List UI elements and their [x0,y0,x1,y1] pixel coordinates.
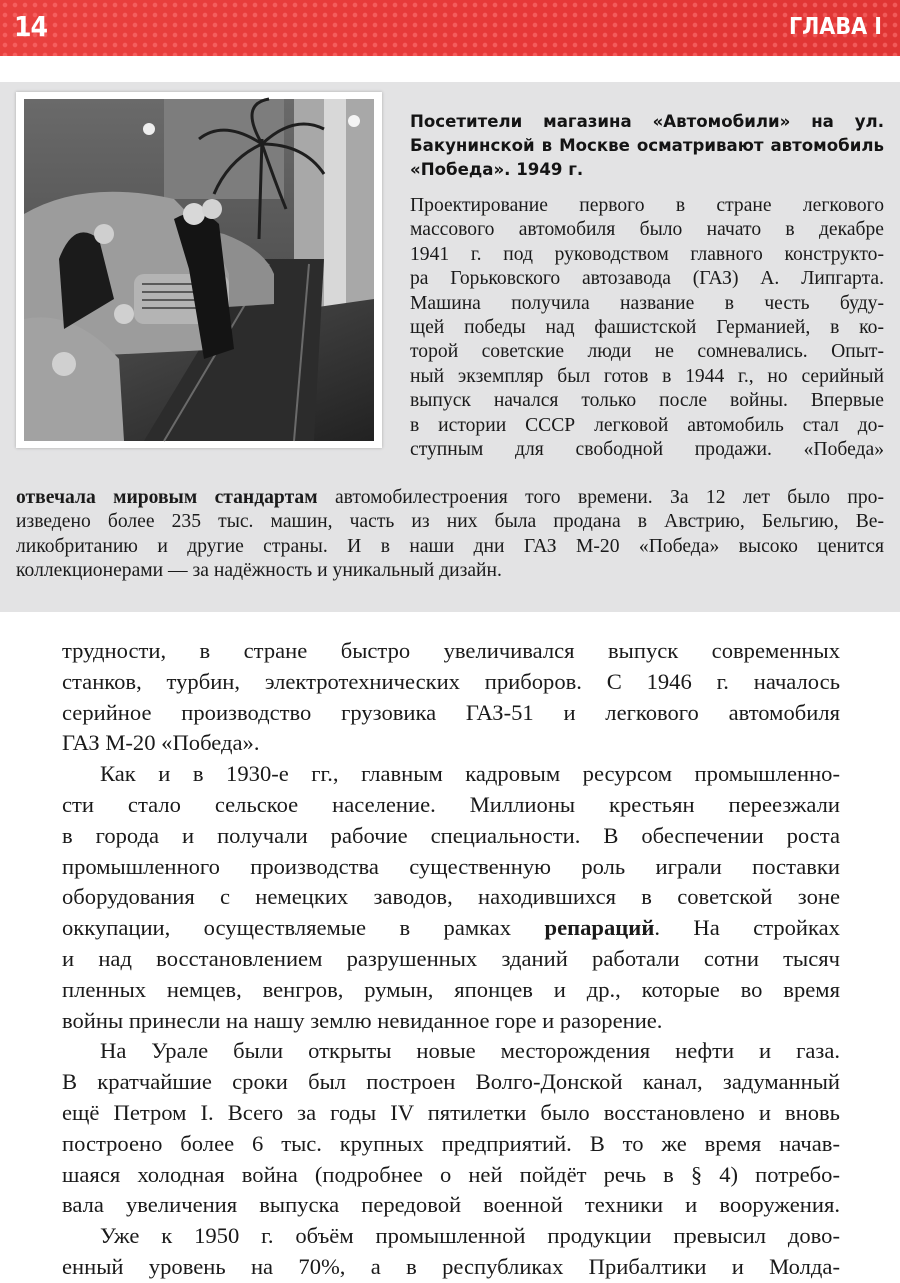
text-line: войны принесли на нашу землю невиданное горе и разорение. [62,1007,663,1033]
caption-title: Посетители магазина «Автомобили» на ул. Бакунинской в Москве осматривают автомобиль «Победа». 1949 г. [410,112,884,179]
text-line: станков, турбин, электротехнических приборов. С 1946 г. началось [62,668,840,694]
text-line: сти стало сельское население. Миллионы крестьян переезжали [62,791,840,817]
caption-line: коллекционерами — за надёжность и уникальный дизайн. [16,560,502,582]
text-line: Уже к 1950 г. объём промышленной продукции превысил дово- [100,1223,840,1249]
text-line: енный уровень на 70%, а в республиках Прибалтики и Молда- [62,1253,840,1279]
caption-line: Проектирование первого в стране легкового [410,195,884,216]
caption-line: Машина получила название в честь буду- [410,292,884,314]
text-line: оборудования с немецких заводов, находившихся в советской зоне [62,884,840,910]
black-and-white-photo-icon [24,99,374,441]
text-line: пленных немцев, венгров, румын, японцев и др., которые во время [62,976,840,1002]
page-header [0,0,900,56]
main-text [62,636,840,1283]
text-segment: . На стройках [654,915,840,941]
paragraph-3 [62,1036,840,1221]
caption-line: изведено более 235 тыс. машин, часть из них была продана в Австрию, Бельгию, Ве- [16,511,884,533]
chapter-label: ГЛАВА I [788,14,882,40]
text-line: вала увеличения выпуска передовой военной техники и вооружения. [62,1192,840,1218]
text-line: Как и в 1930-е гг., главным кадровым ресурсом промышленно- [100,761,840,787]
caption-line: ра Горьковского автозавода (ГАЗ) А. Липгарта. [410,268,884,290]
paragraph-1 [62,636,840,759]
caption-bold-phrase: отвечала мировым стандартам [16,487,318,508]
caption-continuation [16,486,884,584]
historical-photo [24,99,374,441]
text-line: серийное производство грузовика ГАЗ-51 и легкового автомобиля [62,699,840,725]
text-line: На Урале были открыты новые месторождения нефти и газа. [100,1038,840,1064]
text-line: промышленного производства существенную роль играли поставки [62,853,840,879]
caption-line: торой советские люди не сомневались. Опыт- [410,341,884,363]
page-number: 14 [14,10,48,43]
caption-line: выпуск начался только после войны. Впервые [410,390,884,412]
text-line: ГАЗ М-20 «Победа». [62,730,260,756]
caption-line: ный экземпляр был готов в 1944 г., но серийный [410,365,884,387]
text-line [62,913,840,944]
text-line: в города и получали рабочие специальности. В обеспечении роста [62,822,840,848]
caption-line: массового автомобиля было начато в декабре [410,219,884,241]
text-line: построено более 6 тыс. крупных предприятий. В то же время начав- [62,1130,840,1156]
caption-line: щей победы над фашистской Германией, в ко- [410,317,884,339]
caption-line-rest: автомобилестроения того времени. За 12 лет было про- [317,487,884,508]
caption-line [16,486,884,510]
caption-body [410,194,884,462]
term-bold: репараций [544,915,655,941]
caption-line: ступным для свободной продажи. «Победа» [410,439,884,461]
caption-line: в истории СССР легковой автомобиль стал до- [410,414,884,436]
text-line: трудности, в стране быстро увеличивался выпуск современных [62,638,840,663]
text-line: ещё Петром I. Всего за годы IV пятилетки было восстановлено и вновь [62,1099,840,1125]
text-segment: оккупации, осуществляемые в рамках [62,915,545,941]
caption-line: 1941 г. под руководством главного конструкто- [410,243,884,265]
caption-line: ликобританию и другие страны. И в наши дни ГАЗ М-20 «Победа» высоко ценится [16,535,884,557]
text-line: В кратчайшие сроки был построен Волго-Донской канал, задуманный [62,1069,840,1095]
paragraph-4 [62,1221,840,1283]
paragraph-2 [62,759,840,1036]
text-line: и над восстановлением разрушенных зданий работали сотни тысяч [62,945,840,971]
text-line: шаяся холодная война (подробнее о ней пойдёт речь в § 4) потребо- [62,1161,840,1187]
